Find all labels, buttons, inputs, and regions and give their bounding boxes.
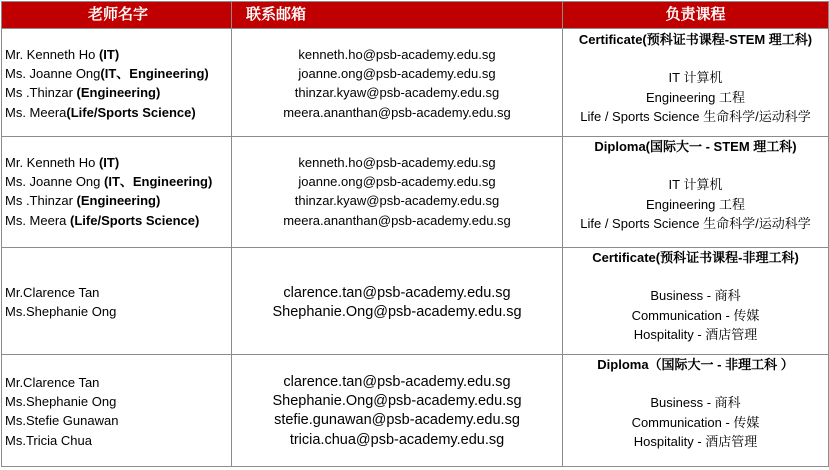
teacher-entry: Ms. Meera (Life/Sports Science)	[5, 212, 200, 228]
course-title: Diploma(国际大一 - STEM 理工科)	[594, 139, 797, 154]
teacher-cell	[2, 29, 232, 137]
email-link[interactable]: thinzar.kyaw@psb-academy.edu.sg	[294, 85, 500, 101]
course-item: IT 计算机	[668, 177, 723, 193]
teacher-cell	[2, 355, 232, 467]
teacher-entry: Ms. Joanne Ong(IT、Engineering)	[5, 66, 209, 82]
course-item: IT 计算机	[668, 70, 723, 86]
teacher-entry: Ms.Tricia Chua	[5, 432, 92, 448]
header-courses: 负责课程	[563, 2, 829, 29]
course-title: Diploma（国际大一 - 非理工科 ）	[597, 357, 794, 372]
email-link[interactable]: stefie.gunawan@psb-academy.edu.sg	[274, 412, 520, 429]
course-cell	[563, 248, 829, 355]
course-item: Hospitality - 酒店管理	[633, 433, 758, 449]
table-row	[2, 29, 829, 137]
email-cell	[232, 29, 563, 137]
email-link[interactable]: kenneth.ho@psb-academy.edu.sg	[298, 155, 496, 170]
teacher-entry: Mr.Clarence Tan	[5, 375, 100, 390]
course-title: Certificate(预科证书课程-非理工科)	[592, 250, 799, 265]
course-item: Hospitality - 酒店管理	[633, 326, 758, 342]
email-link[interactable]: meera.ananthan@psb-academy.edu.sg	[283, 212, 511, 228]
email-link[interactable]: tricia.chua@psb-academy.edu.sg	[289, 431, 505, 448]
email-cell	[232, 137, 563, 248]
teacher-entry: Mr. Kenneth Ho (IT)	[5, 47, 120, 62]
email-link[interactable]: thinzar.kyaw@psb-academy.edu.sg	[294, 193, 500, 209]
table-row	[2, 248, 829, 355]
email-cell	[232, 355, 563, 467]
email-link[interactable]: Shephanie.Ong@psb-academy.edu.sg	[272, 393, 522, 410]
course-item: Engineering 工程	[646, 196, 745, 212]
email-link[interactable]: joanne.ong@psb-academy.edu.sg	[298, 66, 496, 82]
table-row	[2, 137, 829, 248]
teacher-entry: Ms. Meera(Life/Sports Science)	[5, 104, 196, 120]
course-item: Engineering 工程	[646, 89, 745, 105]
teacher-entry: Ms .Thinzar (Engineering)	[5, 85, 161, 101]
teacher-entry: Ms.Shephanie Ong	[5, 304, 117, 320]
teacher-cell	[2, 248, 232, 355]
header-row	[2, 2, 829, 29]
course-title: Certificate(预科证书课程-STEM 理工科)	[578, 32, 813, 47]
course-cell	[563, 355, 829, 467]
course-item: Business - 商科	[650, 395, 741, 411]
teacher-entry: Ms. Joanne Ong (IT、Engineering)	[5, 174, 213, 190]
email-link[interactable]: meera.ananthan@psb-academy.edu.sg	[283, 104, 511, 120]
teacher-cell	[2, 137, 232, 248]
email-link[interactable]: Shephanie.Ong@psb-academy.edu.sg	[272, 304, 522, 321]
teacher-entry: Mr. Kenneth Ho (IT)	[5, 155, 120, 170]
email-cell	[232, 248, 563, 355]
course-item: Life / Sports Science 生命科学/运动科学	[580, 108, 811, 124]
course-cell	[563, 137, 829, 248]
email-link[interactable]: clarence.tan@psb-academy.edu.sg	[283, 374, 511, 390]
course-item: Business - 商科	[650, 288, 741, 304]
teacher-entry: Ms.Shephanie Ong	[5, 394, 117, 410]
email-link[interactable]: joanne.ong@psb-academy.edu.sg	[298, 174, 496, 190]
email-link[interactable]: kenneth.ho@psb-academy.edu.sg	[298, 47, 496, 62]
contact-table	[1, 1, 829, 467]
header-contact-email: 联系邮箱	[232, 2, 563, 29]
course-item: Communication - 传媒	[631, 307, 760, 323]
email-link[interactable]: clarence.tan@psb-academy.edu.sg	[283, 285, 511, 301]
table-row	[2, 355, 829, 467]
header-teacher-names: 老师名字	[2, 2, 232, 29]
teacher-entry: Ms.Stefie Gunawan	[5, 413, 119, 429]
course-item: Communication - 传媒	[631, 414, 760, 430]
course-cell	[563, 29, 829, 137]
course-item: Life / Sports Science 生命科学/运动科学	[580, 215, 811, 231]
teacher-entry: Ms .Thinzar (Engineering)	[5, 193, 161, 209]
teacher-entry: Mr.Clarence Tan	[5, 285, 100, 300]
